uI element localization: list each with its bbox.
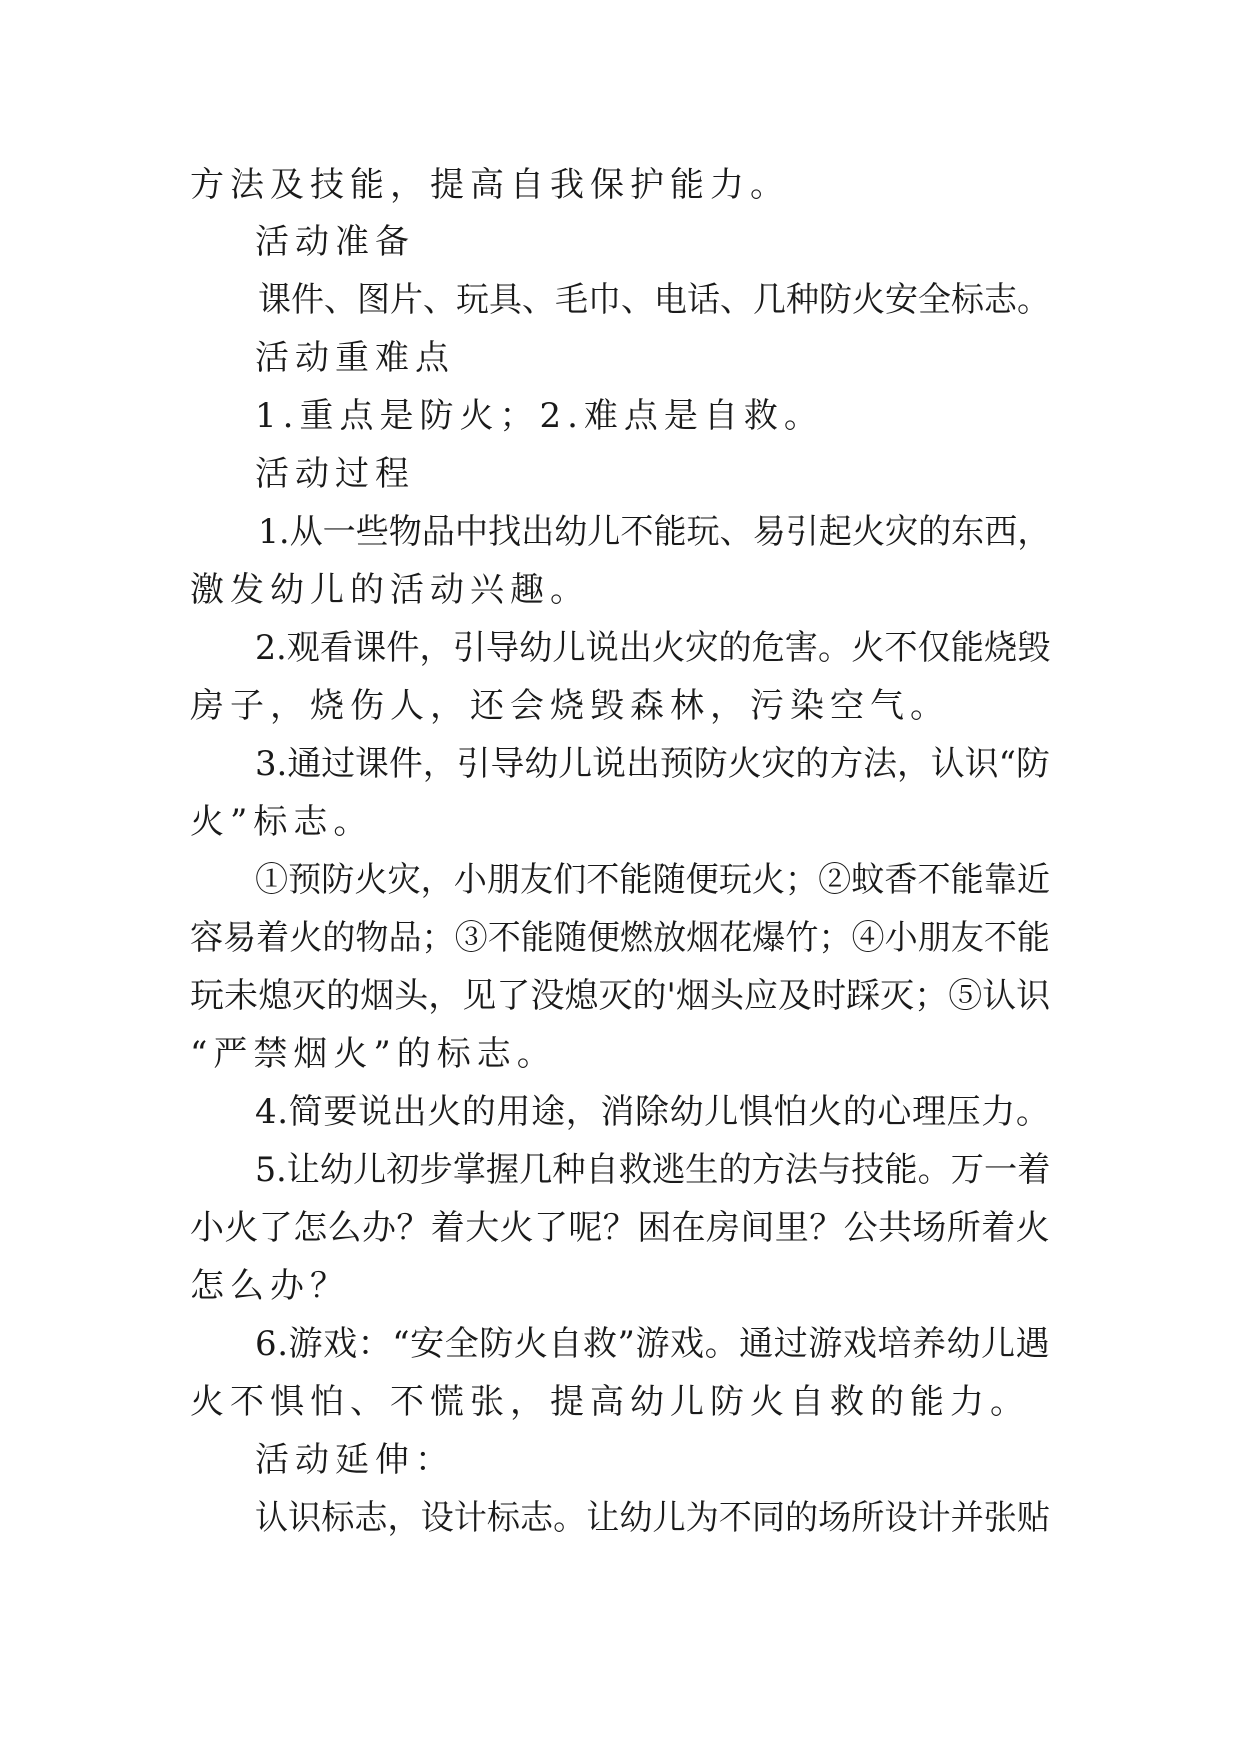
paragraph-line: 方法及技能，提高自我保护能力。 (190, 165, 790, 205)
paragraph-line: 火”标志。 (190, 802, 374, 842)
paragraph-line: 5.让幼儿初步掌握几种自救逃生的方法与技能。万一着 (255, 1150, 1051, 1190)
paragraph-line: 认识标志，设计标志。让幼儿为不同的场所设计并张贴 (255, 1498, 1050, 1538)
paragraph-line: 6.游戏：“安全防火自救”游戏。通过游戏培养幼儿遇 (255, 1324, 1051, 1364)
section-heading: 活动准备 (255, 222, 415, 262)
paragraph-line: 2.观看课件，引导幼儿说出火灾的危害。火不仅能烧毁 (255, 628, 1051, 668)
paragraph-line: 火不惧怕、不慌张，提高幼儿防火自救的能力。 (190, 1382, 1030, 1422)
paragraph-line: 4.简要说出火的用途，消除幼儿惧怕火的心理压力。 (255, 1092, 1051, 1132)
paragraph-line: 房子，烧伤人，还会烧毁森林，污染空气。 (190, 686, 950, 726)
paragraph-line: 1.重点是防火；2.难点是自救。 (255, 396, 824, 436)
paragraph-line: 激发幼儿的活动兴趣。 (190, 570, 590, 610)
section-heading: 活动重难点 (255, 338, 455, 378)
section-heading: 活动过程 (255, 454, 415, 494)
paragraph-line: 容易着火的物品；③不能随便燃放烟花爆竹；④小朋友不能 (190, 918, 1050, 958)
section-heading: 活动延伸： (255, 1440, 455, 1480)
paragraph-line: 3.通过课件，引导幼儿说出预防火灾的方法，认识“防 (255, 744, 1050, 784)
paragraph-line: 怎么办？ (190, 1266, 350, 1306)
paragraph-line: 玩未熄灭的烟头，见了没熄灭的'烟头应及时踩灭；⑤认识 (190, 976, 1051, 1016)
paragraph-line: “严禁烟火”的标志。 (190, 1034, 557, 1074)
paragraph-line: 课件、图片、玩具、毛巾、电话、几种防火安全标志。 (258, 280, 1050, 320)
paragraph-line: 1.从一些物品中找出幼儿不能玩、易引起火灾的东西， (258, 512, 1051, 552)
paragraph-line: ①预防火灾，小朋友们不能随便玩火；②蚊香不能靠近 (255, 860, 1050, 900)
paragraph-line: 小火了怎么办？着大火了呢？困在房间里？公共场所着火 (190, 1208, 1050, 1248)
